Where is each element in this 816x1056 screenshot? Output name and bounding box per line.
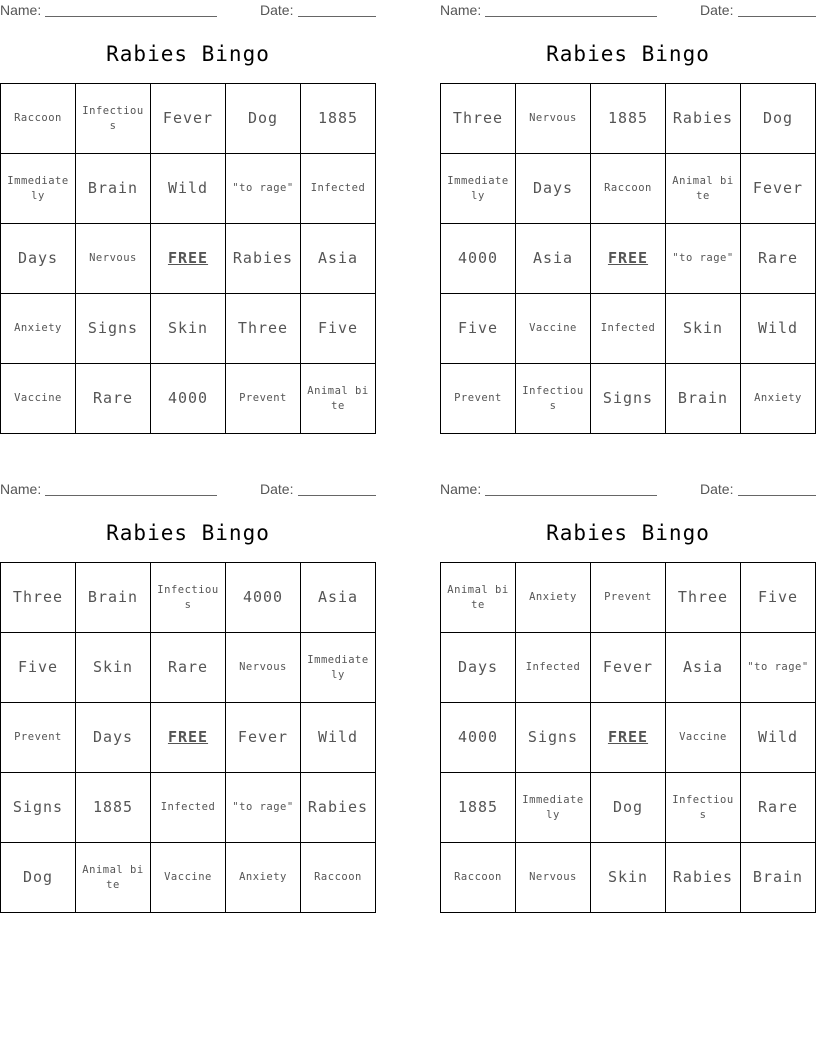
bingo-cell[interactable]: Fever: [591, 633, 666, 703]
bingo-cell[interactable]: Rare: [76, 364, 151, 434]
bingo-card-3: [0, 479, 376, 891]
bingo-cell[interactable]: Infectious: [516, 364, 591, 434]
bingo-cell[interactable]: Animal bite: [301, 364, 376, 434]
bingo-cell[interactable]: Signs: [516, 703, 591, 773]
bingo-cell[interactable]: Fever: [226, 703, 301, 773]
bingo-cell[interactable]: Animal bite: [76, 843, 151, 913]
bingo-cell[interactable]: Asia: [301, 563, 376, 633]
card-title: Rabies Bingo: [546, 42, 710, 66]
bingo-cell[interactable]: Dog: [226, 84, 301, 154]
bingo-cell[interactable]: Signs: [591, 364, 666, 434]
bingo-cell[interactable]: Asia: [666, 633, 741, 703]
bingo-cell[interactable]: Days: [441, 633, 516, 703]
date-label: Date:: [260, 2, 294, 18]
bingo-cell[interactable]: Brain: [76, 563, 151, 633]
bingo-cell[interactable]: Five: [301, 294, 376, 364]
name-field[interactable]: [45, 495, 217, 496]
bingo-cell[interactable]: Fever: [151, 84, 226, 154]
bingo-cell[interactable]: 1885: [441, 773, 516, 843]
bingo-cell[interactable]: 4000: [151, 364, 226, 434]
name-label: Name:: [0, 481, 42, 497]
bingo-cell[interactable]: Immediately: [441, 154, 516, 224]
bingo-cell[interactable]: Infectious: [76, 84, 151, 154]
bingo-cell[interactable]: Infected: [591, 294, 666, 364]
bingo-cell[interactable]: Five: [441, 294, 516, 364]
bingo-cell[interactable]: Nervous: [516, 843, 591, 913]
free-space[interactable]: FREE: [591, 224, 666, 294]
card-header: [0, 479, 376, 501]
bingo-cell[interactable]: 1885: [301, 84, 376, 154]
bingo-cell[interactable]: Immediately: [301, 633, 376, 703]
bingo-cell[interactable]: Vaccine: [516, 294, 591, 364]
bingo-cell[interactable]: Immediately: [1, 154, 76, 224]
bingo-cell[interactable]: Prevent: [226, 364, 301, 434]
bingo-card-2: [440, 0, 816, 412]
bingo-cell[interactable]: Days: [516, 154, 591, 224]
bingo-cell[interactable]: Dog: [741, 84, 816, 154]
date-label: Date:: [260, 481, 294, 497]
bingo-cell[interactable]: Wild: [741, 294, 816, 364]
bingo-cell[interactable]: Three: [226, 294, 301, 364]
bingo-cell[interactable]: Asia: [516, 224, 591, 294]
card-title: Rabies Bingo: [106, 42, 270, 66]
bingo-cell[interactable]: 1885: [591, 84, 666, 154]
bingo-cell[interactable]: Rare: [151, 633, 226, 703]
bingo-grid: [440, 562, 816, 913]
bingo-cell[interactable]: Rabies: [666, 843, 741, 913]
bingo-cell[interactable]: Rabies: [226, 224, 301, 294]
bingo-cell[interactable]: Rare: [741, 773, 816, 843]
bingo-cell[interactable]: Dog: [591, 773, 666, 843]
card-header: [0, 0, 376, 22]
date-field[interactable]: [738, 16, 816, 17]
card-header: [440, 0, 816, 22]
card-title: Rabies Bingo: [546, 521, 710, 545]
bingo-cell[interactable]: Wild: [301, 703, 376, 773]
name-field[interactable]: [485, 495, 657, 496]
bingo-cell[interactable]: 1885: [76, 773, 151, 843]
date-label: Date:: [700, 2, 734, 18]
bingo-cell[interactable]: 4000: [441, 224, 516, 294]
bingo-cell[interactable]: Days: [1, 224, 76, 294]
bingo-grid: [0, 562, 376, 913]
bingo-cell[interactable]: 4000: [226, 563, 301, 633]
bingo-cell[interactable]: Nervous: [516, 84, 591, 154]
bingo-cell[interactable]: Animal bite: [666, 154, 741, 224]
bingo-cell[interactable]: "to rage": [741, 633, 816, 703]
bingo-card-1: [0, 0, 376, 412]
card-header: [440, 479, 816, 501]
name-label: Name:: [440, 2, 482, 18]
free-space[interactable]: FREE: [591, 703, 666, 773]
bingo-cell[interactable]: Prevent: [591, 563, 666, 633]
bingo-cell[interactable]: Brain: [741, 843, 816, 913]
bingo-cell[interactable]: Infectious: [666, 773, 741, 843]
bingo-cell[interactable]: Skin: [76, 633, 151, 703]
bingo-cell[interactable]: Nervous: [76, 224, 151, 294]
free-space[interactable]: FREE: [151, 224, 226, 294]
card-title: Rabies Bingo: [106, 521, 270, 545]
bingo-cell[interactable]: Rabies: [301, 773, 376, 843]
bingo-cell[interactable]: "to rage": [226, 154, 301, 224]
bingo-cell[interactable]: Raccoon: [1, 84, 76, 154]
bingo-cell[interactable]: 4000: [441, 703, 516, 773]
bingo-cell[interactable]: Raccoon: [301, 843, 376, 913]
date-field[interactable]: [738, 495, 816, 496]
bingo-cell[interactable]: Rabies: [666, 84, 741, 154]
bingo-cell[interactable]: Brain: [666, 364, 741, 434]
date-field[interactable]: [298, 495, 376, 496]
free-space[interactable]: FREE: [151, 703, 226, 773]
bingo-cell[interactable]: Skin: [151, 294, 226, 364]
bingo-cell[interactable]: Prevent: [1, 703, 76, 773]
bingo-cell[interactable]: Wild: [741, 703, 816, 773]
bingo-cell[interactable]: Rare: [741, 224, 816, 294]
bingo-cell[interactable]: Fever: [741, 154, 816, 224]
bingo-cell[interactable]: Signs: [1, 773, 76, 843]
bingo-cell[interactable]: Raccoon: [591, 154, 666, 224]
bingo-cell[interactable]: Anxiety: [516, 563, 591, 633]
bingo-grid: [0, 83, 376, 434]
bingo-card-4: [440, 479, 816, 886]
bingo-cell[interactable]: Infected: [151, 773, 226, 843]
bingo-cell[interactable]: Anxiety: [1, 294, 76, 364]
name-label: Name:: [0, 2, 42, 18]
bingo-cell[interactable]: Five: [741, 563, 816, 633]
bingo-cell[interactable]: Raccoon: [441, 843, 516, 913]
bingo-cell[interactable]: Wild: [151, 154, 226, 224]
bingo-cell[interactable]: Three: [441, 84, 516, 154]
bingo-cell[interactable]: Nervous: [226, 633, 301, 703]
bingo-cell[interactable]: Vaccine: [666, 703, 741, 773]
date-label: Date:: [700, 481, 734, 497]
bingo-cell[interactable]: Three: [666, 563, 741, 633]
bingo-cell[interactable]: Immediately: [516, 773, 591, 843]
bingo-cell[interactable]: "to rage": [666, 224, 741, 294]
bingo-cell[interactable]: Asia: [301, 224, 376, 294]
bingo-cell[interactable]: Skin: [591, 843, 666, 913]
bingo-cell[interactable]: Signs: [76, 294, 151, 364]
bingo-cell[interactable]: Anxiety: [741, 364, 816, 434]
bingo-cell[interactable]: Infected: [301, 154, 376, 224]
bingo-cell[interactable]: Vaccine: [151, 843, 226, 913]
bingo-cell[interactable]: Anxiety: [226, 843, 301, 913]
name-field[interactable]: [45, 16, 217, 17]
bingo-cell[interactable]: Five: [1, 633, 76, 703]
bingo-cell[interactable]: Brain: [76, 154, 151, 224]
bingo-cell[interactable]: Vaccine: [1, 364, 76, 434]
date-field[interactable]: [298, 16, 376, 17]
bingo-cell[interactable]: Infected: [516, 633, 591, 703]
bingo-cell[interactable]: Prevent: [441, 364, 516, 434]
bingo-cell[interactable]: Dog: [1, 843, 76, 913]
name-label: Name:: [440, 481, 482, 497]
bingo-cell[interactable]: Days: [76, 703, 151, 773]
bingo-cell[interactable]: "to rage": [226, 773, 301, 843]
bingo-cell[interactable]: Skin: [666, 294, 741, 364]
bingo-cell[interactable]: Animal bite: [441, 563, 516, 633]
bingo-cell[interactable]: Infectious: [151, 563, 226, 633]
bingo-grid: [440, 83, 816, 434]
bingo-cell[interactable]: Three: [1, 563, 76, 633]
name-field[interactable]: [485, 16, 657, 17]
